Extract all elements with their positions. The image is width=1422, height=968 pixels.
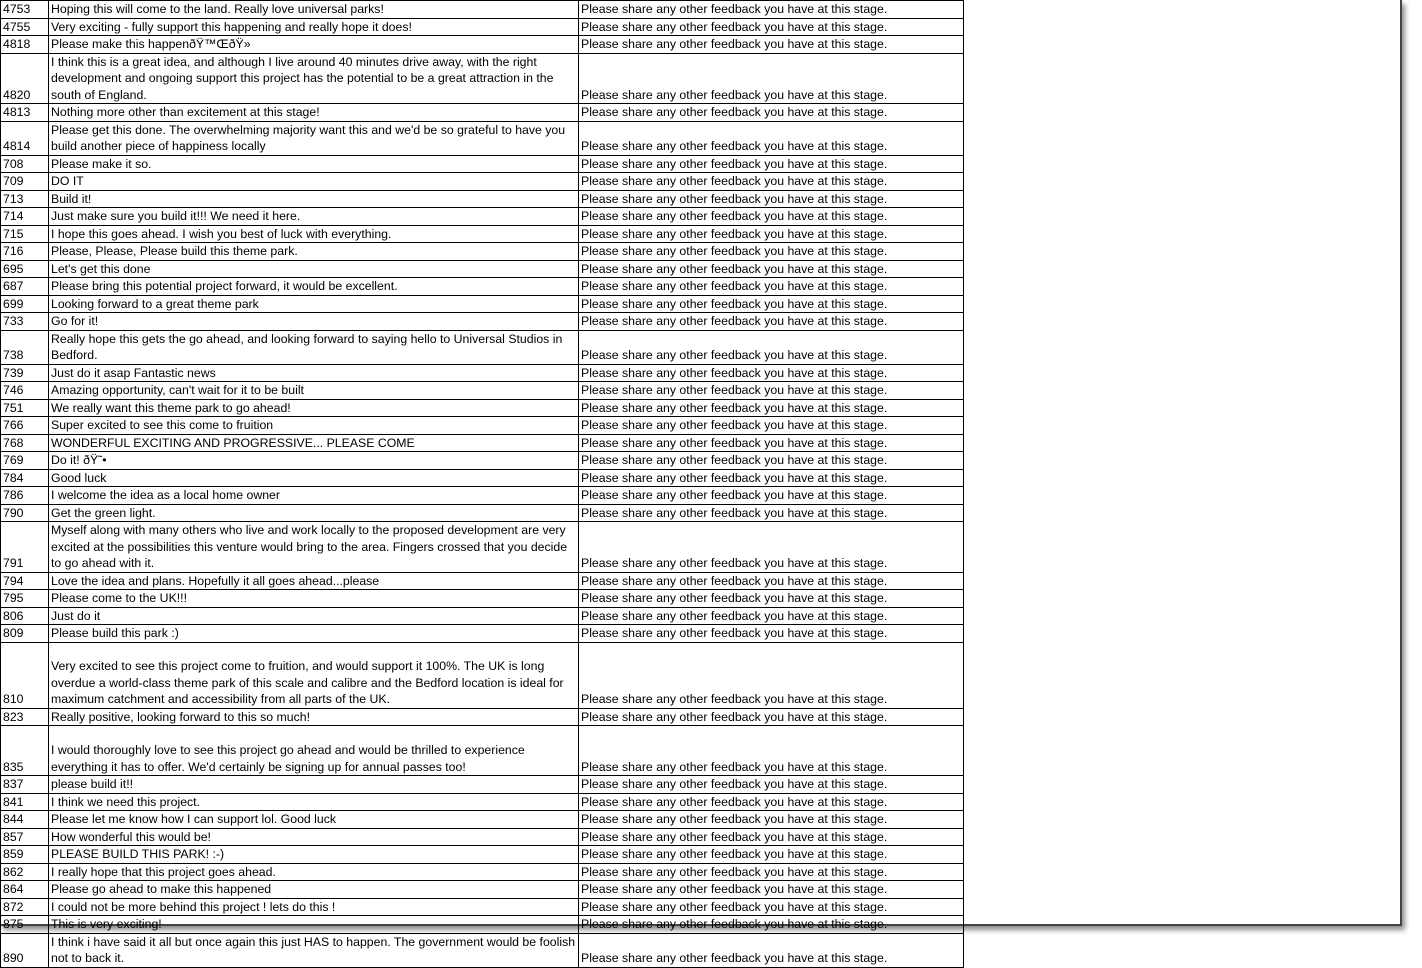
respondent-id-cell: 4814: [1, 121, 49, 155]
table-row: [1, 487, 964, 505]
respondent-id-cell: 835: [1, 726, 49, 776]
question-cell: Please share any other feedback you have at this stage.: [579, 104, 964, 122]
response-text-cell: I hope this goes ahead. I wish you best of luck with everything.: [49, 225, 579, 243]
table-row: [1, 708, 964, 726]
table-row: [1, 417, 964, 435]
table-row: [1, 522, 964, 573]
respondent-id-cell: 751: [1, 399, 49, 417]
question-cell: Please share any other feedback you have at this stage.: [579, 572, 964, 590]
question-cell: Please share any other feedback you have at this stage.: [579, 434, 964, 452]
question-cell: Please share any other feedback you have at this stage.: [579, 469, 964, 487]
respondent-id-cell: 859: [1, 846, 49, 864]
table-row: [1, 504, 964, 522]
respondent-id-cell: 864: [1, 881, 49, 899]
table-row: [1, 225, 964, 243]
question-cell: Please share any other feedback you have at this stage.: [579, 208, 964, 226]
respondent-id-cell: 823: [1, 708, 49, 726]
response-text-cell: I think we need this project.: [49, 793, 579, 811]
table-row: [1, 811, 964, 829]
respondent-id-cell: 708: [1, 155, 49, 173]
question-cell: Please share any other feedback you have at this stage.: [579, 173, 964, 191]
respondent-id-cell: 769: [1, 452, 49, 470]
respondent-id-cell: 810: [1, 642, 49, 708]
table-row: [1, 364, 964, 382]
respondent-id-cell: 715: [1, 225, 49, 243]
table-row: [1, 881, 964, 899]
table-row: [1, 607, 964, 625]
question-cell: Please share any other feedback you have at this stage.: [579, 590, 964, 608]
table-row: [1, 173, 964, 191]
response-text-cell: Do it! ðŸ˜•: [49, 452, 579, 470]
respondent-id-cell: 862: [1, 863, 49, 881]
table-row: [1, 642, 964, 708]
respondent-id-cell: 841: [1, 793, 49, 811]
response-text-cell: Go for it!: [49, 313, 579, 331]
respondent-id-cell: 4820: [1, 53, 49, 104]
table-row: [1, 452, 964, 470]
response-text-cell: This is very exciting!: [49, 916, 579, 934]
question-cell: Please share any other feedback you have at this stage.: [579, 36, 964, 54]
respondent-id-cell: 709: [1, 173, 49, 191]
table-row: [1, 208, 964, 226]
table-row: [1, 382, 964, 400]
respondent-id-cell: 695: [1, 260, 49, 278]
question-cell: Please share any other feedback you have at this stage.: [579, 417, 964, 435]
table-row: [1, 155, 964, 173]
table-row: [1, 434, 964, 452]
table-row: [1, 793, 964, 811]
question-cell: Please share any other feedback you have at this stage.: [579, 18, 964, 36]
response-text-cell: WONDERFUL EXCITING AND PROGRESSIVE... PLEASE COME: [49, 434, 579, 452]
response-text-cell: Hoping this will come to the land. Really love universal parks!: [49, 1, 579, 19]
question-cell: Please share any other feedback you have at this stage.: [579, 313, 964, 331]
response-text-cell: Please come to the UK!!!: [49, 590, 579, 608]
respondent-id-cell: 716: [1, 243, 49, 261]
response-text-cell: Very exciting - fully support this happening and really hope it does!: [49, 18, 579, 36]
table-row: [1, 313, 964, 331]
question-cell: Please share any other feedback you have at this stage.: [579, 522, 964, 573]
table-row: [1, 36, 964, 54]
response-text-cell: How wonderful this would be!: [49, 828, 579, 846]
table-row: [1, 295, 964, 313]
respondent-id-cell: 806: [1, 607, 49, 625]
response-text-cell: Please go ahead to make this happened: [49, 881, 579, 899]
table-row: [1, 18, 964, 36]
question-cell: Please share any other feedback you have at this stage.: [579, 898, 964, 916]
question-cell: Please share any other feedback you have at this stage.: [579, 330, 964, 364]
question-cell: Please share any other feedback you have at this stage.: [579, 155, 964, 173]
respondent-id-cell: 844: [1, 811, 49, 829]
response-text-cell: I could not be more behind this project ! lets do this !: [49, 898, 579, 916]
table-row: [1, 590, 964, 608]
response-text-cell: Please make it so.: [49, 155, 579, 173]
response-text-cell: Please build this park :): [49, 625, 579, 643]
respondent-id-cell: 4753: [1, 1, 49, 19]
table-row: [1, 190, 964, 208]
respondent-id-cell: 739: [1, 364, 49, 382]
response-text-cell: Build it!: [49, 190, 579, 208]
question-cell: Please share any other feedback you have at this stage.: [579, 828, 964, 846]
response-text-cell: Let's get this done: [49, 260, 579, 278]
table-row: [1, 278, 964, 296]
table-row: [1, 469, 964, 487]
table-row: [1, 933, 964, 967]
respondent-id-cell: 875: [1, 916, 49, 934]
question-cell: Please share any other feedback you have at this stage.: [579, 1, 964, 19]
respondent-id-cell: 794: [1, 572, 49, 590]
table-row: [1, 863, 964, 881]
question-cell: Please share any other feedback you have at this stage.: [579, 260, 964, 278]
question-cell: Please share any other feedback you have at this stage.: [579, 487, 964, 505]
question-cell: Please share any other feedback you have at this stage.: [579, 382, 964, 400]
respondent-id-cell: 790: [1, 504, 49, 522]
question-cell: Please share any other feedback you have at this stage.: [579, 625, 964, 643]
table-row: [1, 243, 964, 261]
question-cell: Please share any other feedback you have at this stage.: [579, 399, 964, 417]
question-cell: Please share any other feedback you have at this stage.: [579, 278, 964, 296]
question-cell: Please share any other feedback you have at this stage.: [579, 121, 964, 155]
response-text-cell: Really positive, looking forward to this so much!: [49, 708, 579, 726]
question-cell: Please share any other feedback you have at this stage.: [579, 726, 964, 776]
table-row: [1, 846, 964, 864]
question-cell: Please share any other feedback you have at this stage.: [579, 642, 964, 708]
response-text-cell: Please, Please, Please build this theme park.: [49, 243, 579, 261]
response-text-cell: Amazing opportunity, can't wait for it to be built: [49, 382, 579, 400]
response-text-cell: Just do it: [49, 607, 579, 625]
respondent-id-cell: 4818: [1, 36, 49, 54]
question-cell: Please share any other feedback you have at this stage.: [579, 243, 964, 261]
response-text-cell: I would thoroughly love to see this project go ahead and would be thrilled to experience everything it has to offer. We'd certainly be signing up for annual passes too!: [49, 726, 579, 776]
question-cell: Please share any other feedback you have at this stage.: [579, 708, 964, 726]
respondent-id-cell: 791: [1, 522, 49, 573]
respondent-id-cell: 768: [1, 434, 49, 452]
response-text-cell: Myself along with many others who live and work locally to the proposed development are very excited at the possibilities this venture would bring to the area. Fingers crossed that you decide to go ahead with it.: [49, 522, 579, 573]
table-row: [1, 104, 964, 122]
table-row: [1, 1, 964, 19]
table-row: [1, 399, 964, 417]
response-text-cell: Nothing more other than excitement at this stage!: [49, 104, 579, 122]
response-text-cell: please build it!!: [49, 776, 579, 794]
question-cell: Please share any other feedback you have at this stage.: [579, 793, 964, 811]
respondent-id-cell: 809: [1, 625, 49, 643]
response-text-cell: Please get this done. The overwhelming majority want this and we'd be so grateful to have you build another piece of happiness locally: [49, 121, 579, 155]
response-text-cell: Good luck: [49, 469, 579, 487]
respondent-id-cell: 699: [1, 295, 49, 313]
response-text-cell: DO IT: [49, 173, 579, 191]
table-row: [1, 916, 964, 934]
response-text-cell: Please bring this potential project forward, it would be excellent.: [49, 278, 579, 296]
response-text-cell: I think this is a great idea, and although I live around 40 minutes drive away, with the right development and ongoing support this project has the potential to be a great attraction in the south of England.: [49, 53, 579, 104]
question-cell: Please share any other feedback you have at this stage.: [579, 607, 964, 625]
feedback-table-body: [1, 1, 964, 968]
respondent-id-cell: 837: [1, 776, 49, 794]
question-cell: Please share any other feedback you have at this stage.: [579, 53, 964, 104]
response-text-cell: Love the idea and plans. Hopefully it all goes ahead...please: [49, 572, 579, 590]
respondent-id-cell: 795: [1, 590, 49, 608]
response-text-cell: Get the green light.: [49, 504, 579, 522]
response-text-cell: I really hope that this project goes ahead.: [49, 863, 579, 881]
respondent-id-cell: 4755: [1, 18, 49, 36]
question-cell: Please share any other feedback you have at this stage.: [579, 916, 964, 934]
question-cell: Please share any other feedback you have at this stage.: [579, 776, 964, 794]
question-cell: Please share any other feedback you have at this stage.: [579, 811, 964, 829]
table-row: [1, 625, 964, 643]
response-text-cell: I welcome the idea as a local home owner: [49, 487, 579, 505]
respondent-id-cell: 733: [1, 313, 49, 331]
table-row: [1, 121, 964, 155]
respondent-id-cell: 4813: [1, 104, 49, 122]
question-cell: Please share any other feedback you have at this stage.: [579, 504, 964, 522]
response-text-cell: Super excited to see this come to fruition: [49, 417, 579, 435]
respondent-id-cell: 857: [1, 828, 49, 846]
question-cell: Please share any other feedback you have at this stage.: [579, 881, 964, 899]
respondent-id-cell: 746: [1, 382, 49, 400]
question-cell: Please share any other feedback you have at this stage.: [579, 933, 964, 967]
table-row: [1, 260, 964, 278]
question-cell: Please share any other feedback you have at this stage.: [579, 190, 964, 208]
table-row: [1, 572, 964, 590]
respondent-id-cell: 714: [1, 208, 49, 226]
table-row: [1, 330, 964, 364]
response-text-cell: Just do it asap Fantastic news: [49, 364, 579, 382]
question-cell: Please share any other feedback you have at this stage.: [579, 295, 964, 313]
question-cell: Please share any other feedback you have at this stage.: [579, 364, 964, 382]
respondent-id-cell: 738: [1, 330, 49, 364]
respondent-id-cell: 713: [1, 190, 49, 208]
response-text-cell: We really want this theme park to go ahead!: [49, 399, 579, 417]
response-text-cell: Very excited to see this project come to fruition, and would support it 100%. The UK is long overdue a world-class theme park of this scale and calibre and the Bedford location is ideal for maximum catchment and accessibility from all parts of the UK.: [49, 642, 579, 708]
response-text-cell: I think i have said it all but once again this just HAS to happen. The government would be foolish not to back it.: [49, 933, 579, 967]
response-text-cell: Really hope this gets the go ahead, and looking forward to saying hello to Universal Studios in Bedford.: [49, 330, 579, 364]
respondent-id-cell: 766: [1, 417, 49, 435]
respondent-id-cell: 872: [1, 898, 49, 916]
respondent-id-cell: 890: [1, 933, 49, 967]
respondent-id-cell: 784: [1, 469, 49, 487]
table-row: [1, 898, 964, 916]
question-cell: Please share any other feedback you have at this stage.: [579, 225, 964, 243]
question-cell: Please share any other feedback you have at this stage.: [579, 452, 964, 470]
table-row: [1, 726, 964, 776]
response-text-cell: Looking forward to a great theme park: [49, 295, 579, 313]
question-cell: Please share any other feedback you have at this stage.: [579, 863, 964, 881]
response-text-cell: Please make this happenðŸ™ŒðŸ»: [49, 36, 579, 54]
question-cell: Please share any other feedback you have at this stage.: [579, 846, 964, 864]
respondent-id-cell: 687: [1, 278, 49, 296]
table-row: [1, 828, 964, 846]
response-text-cell: Please let me know how I can support lol. Good luck: [49, 811, 579, 829]
respondent-id-cell: 786: [1, 487, 49, 505]
table-row: [1, 53, 964, 104]
response-text-cell: Just make sure you build it!!! We need it here.: [49, 208, 579, 226]
response-text-cell: PLEASE BUILD THIS PARK! :-): [49, 846, 579, 864]
table-row: [1, 776, 964, 794]
